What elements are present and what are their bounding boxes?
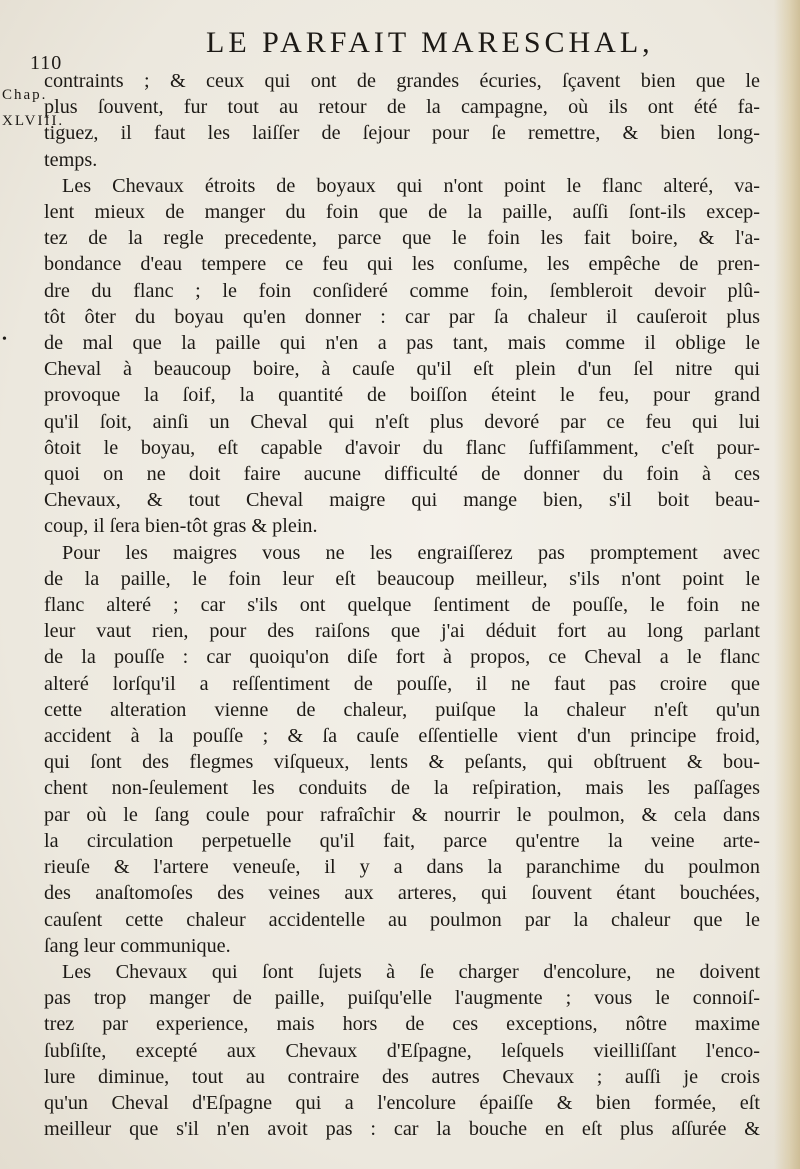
text-line: ſang leur communique. bbox=[44, 934, 231, 957]
text-line: des anaſtomoſes des veines aux arteres, qui ſouvent étant bouchées, bbox=[44, 882, 760, 905]
text-line: provoque la ſoif, la quantité de boiſſon éteint le feu, pour grand bbox=[44, 384, 760, 407]
page-number: 110 bbox=[30, 52, 63, 74]
text-line: flanc alteré ; car s'ils ont quelque ſentiment de pouſſe, le foin ne bbox=[44, 594, 760, 617]
text-line: lure diminue, tout au contraire des autres Chevaux ; auſſi je crois bbox=[44, 1065, 760, 1088]
text-line: de la paille, le foin leur eſt beaucoup meilleur, s'ils n'ont point le bbox=[44, 567, 760, 590]
text-line: Cheval à beaucoup boire, à cauſe qu'il eſt plein d'un ſel nitre qui bbox=[44, 358, 760, 381]
text-line: bondance d'eau tempere ce feu qui les conſume, les empêche de pren- bbox=[44, 253, 760, 276]
text-line: Les Chevaux qui ſont ſujets à ſe charger d'encolure, ne doivent bbox=[62, 960, 760, 983]
text-line: de la pouſſe : car quoiqu'on diſe fort à propos, ce Cheval a le flanc bbox=[44, 646, 760, 669]
text-line: rieuſe & l'artere veneuſe, il y a dans la paranchime du poulmon bbox=[44, 856, 760, 879]
margin-note-chapter: Chap. bbox=[2, 87, 48, 103]
text-line: la circulation perpetuelle qu'il fait, parce qu'entre la veine arte- bbox=[44, 829, 760, 852]
text-line: dre du flanc ; le foin conſideré comme foin, ſembleroit devoir plû- bbox=[44, 279, 760, 302]
text-line: pas trop manger de paille, puiſqu'elle l'augmente ; vous le connoiſ- bbox=[44, 987, 760, 1010]
margin-note-number: XLVIII. bbox=[2, 113, 65, 129]
text-line: meilleur que s'il n'en avoit pas : car la bouche en eſt plus aſſurée & bbox=[44, 1118, 760, 1141]
text-line: tez de la regle precedente, parce que le foin les fait boire, & l'a- bbox=[44, 227, 760, 250]
margin-bullet: • bbox=[2, 332, 7, 347]
text-line: accident à la pouſſe ; & ſa cauſe eſſentielle vient d'un principe froid, bbox=[44, 725, 760, 748]
text-line: leur vaut rien, pour des raiſons que j'ai déduit fort au long parlant bbox=[44, 620, 760, 643]
text-line: qui ſont des flegmes viſqueux, lents & peſants, qui obſtruent & bou- bbox=[44, 751, 760, 774]
text-line: trez par experience, mais hors de ces exceptions, nôtre maxime bbox=[44, 1013, 760, 1036]
text-line: par où le ſang coule pour rafraîchir & nourrir le poulmon, & cela dans bbox=[44, 803, 760, 826]
text-line: cette alteration vienne de chaleur, puiſque la chaleur n'eſt qu'un bbox=[44, 698, 760, 721]
chapter-margin-note bbox=[2, 82, 65, 134]
text-line: lent mieux de manger du foin que de la paille, auſſi ſont-ils excep- bbox=[44, 201, 760, 224]
text-line: cauſent cette chaleur accidentelle au poulmon par la chaleur que le bbox=[44, 908, 760, 931]
text-line: plus ſouvent, fur tout au retour de la campagne, où ils ont été fa- bbox=[44, 96, 760, 119]
text-line: ſubſiſte, excepté aux Chevaux d'Eſpagne, leſquels vieilliſſant l'enco- bbox=[44, 1039, 760, 1062]
page-edge bbox=[774, 0, 800, 1169]
text-line: tôt ôter du boyau qu'en donner : car par ſa chaleur il cauſeroit plus bbox=[44, 305, 760, 328]
text-line: Chevaux, & tout Cheval maigre qui mange bien, s'il boit beau- bbox=[44, 489, 760, 512]
text-line: ôtoit le boyau, eſt capable d'avoir du flanc ſuffiſamment, c'eſt pour- bbox=[44, 436, 760, 459]
text-line: coup, il ſera bien-tôt gras & plein. bbox=[44, 515, 318, 538]
text-line: quoi on ne doit faire aucune difficulté de donner du foin à ces bbox=[44, 463, 760, 486]
body-text bbox=[44, 68, 760, 1142]
text-line: tiguez, il faut les laiſſer de ſejour pour ſe remettre, & bien long- bbox=[44, 122, 760, 145]
text-line: qu'il ſoit, ainſi un Cheval qui n'eſt plus devoré par ce feu qui lui bbox=[44, 410, 760, 433]
text-line: Les Chevaux étroits de boyaux qui n'ont point le flanc alteré, va- bbox=[62, 174, 760, 197]
text-line: de mal que la paille qui n'en a pas tant, mais comme il oblige le bbox=[44, 332, 760, 355]
text-line: contraints ; & ceux qui ont de grandes écuries, ſçavent bien que le bbox=[44, 70, 760, 92]
text-line: Pour les maigres vous ne les engraiſſerez pas promptement avec bbox=[62, 541, 760, 564]
text-line: alteré lorſqu'il a reſſentiment de pouſſe, il ne faut pas croire que bbox=[44, 672, 760, 695]
text-line: chent non-ſeulement les conduits de la reſpiration, mais les paſſages bbox=[44, 777, 760, 800]
running-head: LE PARFAIT MARESCHAL, bbox=[206, 26, 654, 59]
text-line: temps. bbox=[44, 148, 98, 171]
text-line: qu'un Cheval d'Eſpagne qui a l'encolure épaiſſe & bien formée, eſt bbox=[44, 1091, 760, 1114]
